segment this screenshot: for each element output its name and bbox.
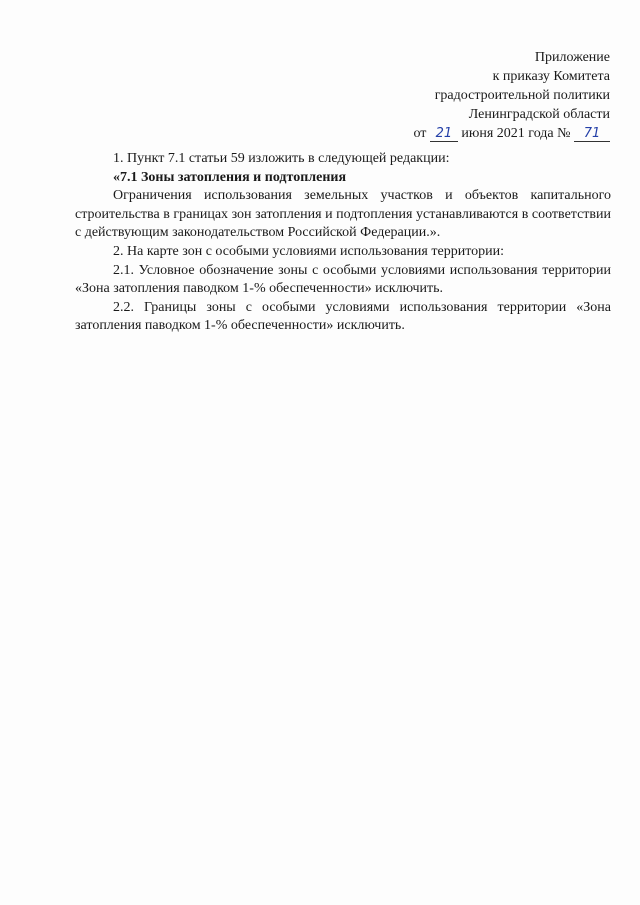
paragraph-1: 1. Пункт 7.1 статьи 59 изложить в следующей редакции: bbox=[113, 151, 450, 166]
header-line-region: Ленинградской области bbox=[468, 107, 610, 122]
order-number-handwritten: 71 bbox=[574, 127, 610, 142]
header-line-appendix: Приложение bbox=[534, 50, 610, 65]
paragraph-heading bbox=[75, 169, 611, 188]
header-line-order: к приказу Комитета bbox=[492, 69, 610, 84]
header-date-line bbox=[413, 124, 610, 143]
paragraph-2: 2. На карте зон с особыми условиями использования территории: bbox=[113, 243, 504, 259]
date-prefix: от bbox=[413, 126, 427, 141]
header-line-committee: градостроительной политики bbox=[434, 88, 610, 103]
appendix-header bbox=[413, 48, 610, 143]
paragraph-2-2: 2.2. Границы зоны с особыми условиями использования территории «Зона затопления паводком 1-% обеспеченности» исключить. bbox=[75, 299, 611, 334]
document-body bbox=[75, 150, 611, 336]
date-day-handwritten: 21 bbox=[430, 127, 458, 142]
paragraph-restrictions: Ограничения использования земельных участков и объектов капитального строительства в границах зон затопления и подтопления устанавливаются в соответствии с действующим законодательством Российской Федерации.». bbox=[75, 188, 611, 241]
date-rest: июня 2021 года № bbox=[461, 126, 571, 141]
paragraph-2-1: 2.1. Условное обозначение зоны с особыми условиями использования территории «Зона затопления паводком 1-% обеспеченности» исключить. bbox=[75, 262, 611, 297]
section-heading: «7.1 Зоны затопления и подтопления bbox=[113, 169, 347, 185]
